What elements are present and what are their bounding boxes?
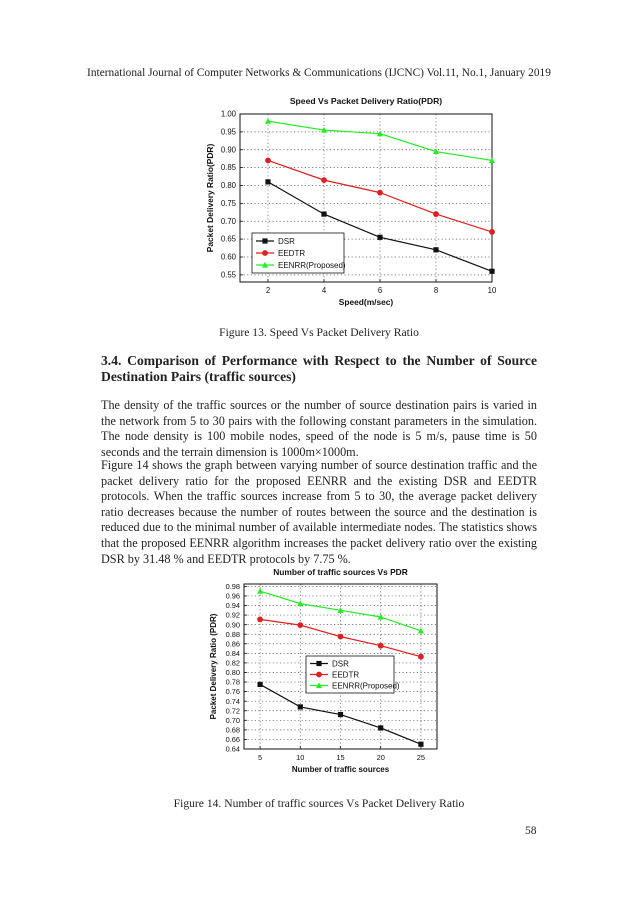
legend-label-eedtr: EEDTR	[332, 670, 360, 680]
y-tick-label: 0.98	[225, 581, 240, 591]
y-tick-label: 0.82	[225, 658, 240, 668]
data-point-eedtr	[433, 211, 439, 217]
x-tick-label: 15	[336, 753, 345, 762]
legend-marker-dsr	[316, 661, 321, 666]
data-point-dsr	[489, 269, 494, 274]
y-tick-label: 0.86	[225, 639, 240, 649]
figure-13-chart	[200, 90, 497, 322]
y-tick-label: 0.95	[220, 127, 236, 137]
y-tick-label: 0.80	[220, 181, 236, 191]
data-point-eedtr	[297, 622, 303, 628]
y-tick-label: 0.96	[225, 591, 240, 601]
data-point-eedtr	[418, 654, 424, 660]
y-tick-label: 0.88	[225, 629, 240, 639]
y-tick-label: 0.76	[225, 687, 240, 697]
data-point-eedtr	[257, 616, 263, 622]
y-tick-label: 0.80	[225, 668, 240, 678]
data-point-eedtr	[489, 229, 495, 235]
data-point-dsr	[265, 179, 270, 184]
x-axis-label: Number of traffic sources	[291, 765, 390, 774]
y-tick-label: 0.75	[220, 198, 236, 208]
figure-13-caption: Figure 13. Speed Vs Packet Delivery Ratio	[219, 326, 419, 339]
data-point-eedtr	[338, 634, 344, 640]
paragraph-1: The density of the traffic sources or the number of source destination pairs is varied in the network from 5 to 30 pairs with the following constant parameters in the simulation. The node density is 100 mobile nodes, speed of the node is 5 m/s, pause time is 50 seconds and the terrain dimension is 1000m×1000m.	[101, 398, 537, 459]
data-point-eedtr	[321, 177, 327, 183]
x-tick-label: 2	[265, 286, 271, 295]
y-tick-label: 1.00	[220, 109, 236, 119]
y-tick-label: 0.90	[220, 145, 236, 155]
chart-title: Number of traffic sources Vs PDR	[273, 567, 408, 577]
y-tick-label: 0.60	[220, 252, 236, 262]
x-tick-label: 8	[433, 286, 439, 295]
y-tick-label: 0.70	[225, 715, 240, 725]
y-tick-label: 0.68	[225, 725, 240, 735]
y-axis-label: Packet Delivery Ratio(PDR)	[205, 143, 215, 253]
y-tick-label: 0.66	[225, 735, 240, 745]
x-tick-label: 10	[487, 286, 497, 295]
page-number: 58	[525, 824, 537, 837]
data-point-dsr	[433, 247, 438, 252]
data-point-dsr	[321, 211, 326, 216]
x-tick-label: 20	[376, 753, 385, 762]
y-tick-label: 0.94	[225, 601, 240, 611]
chart-title: Speed Vs Packet Delivery Ratio(PDR)	[289, 96, 443, 106]
data-point-dsr	[338, 712, 343, 717]
y-tick-label: 0.78	[225, 677, 240, 687]
x-tick-label: 6	[377, 286, 383, 295]
data-point-eedtr	[265, 158, 271, 164]
data-point-dsr	[257, 682, 262, 687]
legend-label-eenrr-proposed: EENRR(Proposed)	[278, 261, 346, 270]
y-tick-label: 0.90	[225, 620, 240, 630]
section-heading: 3.4. Comparison of Performance with Respect to the Number of Source Destination Pairs (traffic sources)	[101, 353, 537, 384]
y-tick-label: 0.74	[225, 696, 240, 706]
x-tick-label: 25	[416, 753, 426, 762]
journal-header: International Journal of Computer Networks & Communications (IJCNC) Vol.11, No.1, January 2019	[87, 67, 551, 79]
data-point-dsr	[298, 704, 303, 709]
y-tick-label: 0.65	[220, 234, 236, 244]
x-axis-label: Speed(m/sec)	[338, 297, 394, 307]
legend-label-eenrr-proposed: EENRR(Proposed)	[332, 681, 400, 691]
data-point-dsr	[378, 725, 383, 730]
y-tick-label: 0.84	[225, 648, 240, 658]
y-tick-label: 0.85	[220, 163, 236, 173]
legend-label-dsr: DSR	[332, 659, 349, 669]
data-point-dsr	[377, 235, 382, 240]
figure-14-caption: Figure 14. Number of traffic sources Vs Packet Delivery Ratio	[173, 797, 465, 810]
y-tick-label: 0.64	[225, 744, 240, 754]
paragraph-2: Figure 14 shows the graph between varying number of source destination traffic and the packet delivery ratio for the proposed EENRR and the existing DSR and EEDTR protocols. When the traffic sources increase from 5 to 30, the average packet delivery ratio decreases because the number of routes between the source and the destination is reduced due to the minimal number of available intermediate nodes. The statistics shows that the proposed EENRR algorithm increases the packet delivery ratio over the existing DSR by 31.48 % and EEDTR protocols by 7.75 %.	[101, 458, 537, 566]
y-tick-label: 0.72	[225, 706, 240, 716]
data-point-eedtr	[378, 643, 384, 649]
data-point-eenrr-proposed	[265, 118, 271, 124]
y-tick-label: 0.92	[225, 610, 240, 620]
data-point-eenrr-proposed	[257, 588, 263, 594]
legend-marker-eedtr	[316, 672, 322, 678]
x-tick-label: 5	[258, 753, 263, 762]
x-tick-label: 10	[296, 753, 305, 762]
legend-marker-dsr	[262, 238, 267, 243]
figure-14-chart	[200, 563, 470, 785]
data-point-eedtr	[377, 190, 383, 196]
legend-label-eedtr: EEDTR	[278, 249, 306, 258]
y-axis-label: Packet Delivery Ratio (PDR)	[209, 613, 218, 720]
data-point-dsr	[418, 742, 423, 747]
legend-label-dsr: DSR	[278, 237, 295, 246]
legend-marker-eedtr	[262, 250, 268, 256]
x-tick-label: 4	[321, 286, 327, 295]
y-tick-label: 0.55	[220, 270, 236, 280]
y-tick-label: 0.70	[220, 216, 236, 226]
